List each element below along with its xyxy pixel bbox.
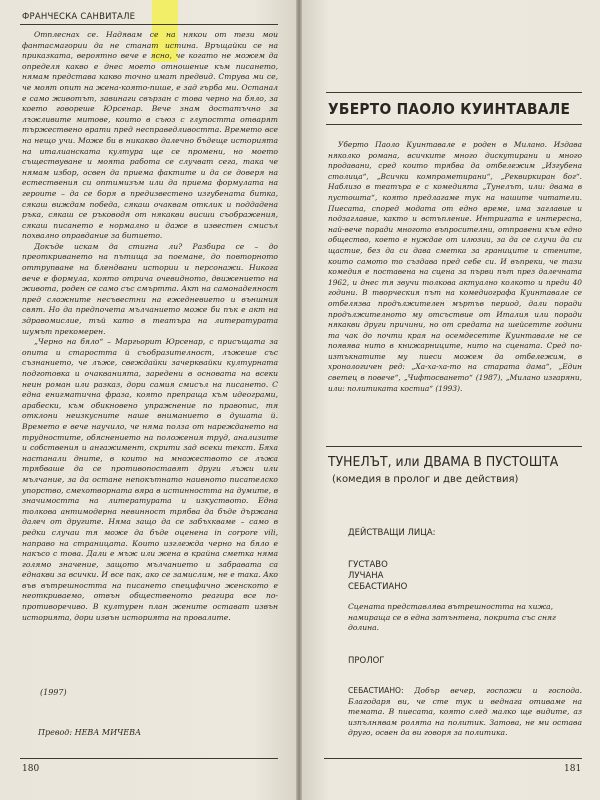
author-title: УБЕРТО ПАОЛО КУИНТАВАЛЕ <box>328 100 571 118</box>
paragraph: „Черно на бяло“ – Маргьорит Юрсенар, с присъщата за опита и старостта й съобразителност, лъжеше със съзнанието, че лъже, свеждайки зачерквайки културната подготовка и очакванията, заредени в основата на всеки неин роман или разказ, дори самия смисъл на писането. С една енигматична фраза, която препраща към идеограми, арабески, към обикновено упражнение по правопис, тя отклони неизкусните наше вниманието в душата й. Времето е вече научило, че няма полза от нареждането на трудностите, обяснението на положения труд, анализите и собствения и ангажимент, скрити зад всеки текст. Бяха настанали дните, в които на множеството се лъжа трябваше да се противопоставят други лъжи или мълчание, за да остане непокътнато наивното писателско упорство, смехотворната вяра в истинността на думите, в значимостта на литературата и изкуството. Една толкова антимодерна невинност трябва да бъде държана далеч от другите. Няма защо да се забъхкваме – само в редки случаи тя може да бъде оценена in corpore vili, направо на страницата. Които изглежда черно на бяло е накъсо с това. Дали е мъж или жена в крайна сметка няма голямо значение, защото мълчанието и забравата са еднакви за всички. И все пак, ако се замислим, не е така. Ако във вътрешността на писането специфично женското е неоткриваемо, отвън общественото реагира все по-противоречиво. В културен план жените остават извън историята, дори извън историята на провалите. <box>22 337 278 622</box>
right-page <box>300 0 600 800</box>
cast-list <box>348 560 407 593</box>
running-head: ФРАНЧЕСКА САНВИТАЛЕ <box>22 12 136 22</box>
footer-rule <box>20 758 278 759</box>
left-page <box>0 0 298 800</box>
cast-member: ГУСТАВО <box>348 560 388 570</box>
cast-member: СЕБАСТИАНО <box>348 582 408 592</box>
paragraph: Отплеснах се. Надявам се на някои от тези мои фантасмагории да не станат истина. Връщайки се на приказката, вероятно вече е ясно, че когато не можем да определя какво е днес моето отношение към писането, нямам представа какво точно имат предвид. Струва ми се, че моят опит на жена-която-пише, е зад гърба ми. Останал е само животът, завинаги свързан с това черно на бяло, за което говореше Юрсенар. Вече знам достатъчно за лъжливите митове, които в съюз с глупостта отварят тържествено врати пред несправедливостта. Времето все на нещо учи. Може би в никакво далечно бъдеще историята на италианската култура ще се промени, но моето съществуване и моята работа се случват сега, така че нямам избор, освен да приема фактите и да се доверя на естествения си оптимизъм или да приема формулата на героите – да се боря в предизвестено изгубената битка, сякаш виждам победа, сякаш очаквам отклик и поддаденa ръка, сякаш се ръководя от някакви висши съображения, сякаш писането е нормално и даже в известен смисъл похвално оправдание за битието. <box>22 30 278 241</box>
translator-credit: Превод: НЕВА МИЧЕВА <box>38 728 142 737</box>
essay-body <box>22 30 278 623</box>
page-number: 181 <box>564 764 582 774</box>
speech-text: Добър вечер, госпожи и господа. Благодаря ви, че сте тук и веднага отиваме на темата. В пиесата, която след малко ще видите, аз изпълнявам ролята на политик. Затова, не ми остава друго, освен да ви говоря за политика. <box>348 686 582 738</box>
page-number: 180 <box>22 764 40 774</box>
author-intro <box>328 140 582 394</box>
dialogue <box>348 686 582 739</box>
prologue-heading: ПРОЛОГ <box>348 656 385 666</box>
book-gutter <box>296 0 302 800</box>
header-rule <box>20 24 278 25</box>
play-title-rule <box>326 446 582 447</box>
essay-date: (1997) <box>40 688 67 697</box>
play-subtitle: (комедия в пролог и две действия) <box>332 474 519 485</box>
title-rule-top <box>326 92 582 93</box>
paragraph: Докъде искам да стигна ли? Разбира се – до преоткриването на пътища за поемане, до повторното оттрупване на блендвани истории и персонажи. Никога вече е формула, която отрича очевидното, движението на живота, роден се само със смъртта. Акт на самонадеяност пред сложните несъвестни на ежедневието и външния свят. Но да предпочета мълчанието може би пък е акт на здравомислие, тъй като в театъра на литературата шумът прекомерен. <box>22 241 278 336</box>
cast-member: ЛУЧАНА <box>348 571 384 581</box>
title-rule-bottom <box>326 124 582 125</box>
stage-direction: Сцената представлява вътрешността на хижа, намираща се в една затънтена, покрита със сняг долина. <box>348 602 556 633</box>
paragraph: Уберто Паоло Куинтавале е роден в Милано. Издава няколко романа, всичките много дискутирани и много продавани, сред които трябва да отбележим „Изгубена столица“, „Всички компрометирани“, „Реквиркиран бог“. Наблизо в театъра е с комедията „Тунелът, или: двама в пустошта“, която предлагаме тук на нашите читатели. Пиесата, според модата от едно време, има заглавие и подзаглавие, както и встъпление. Интригата е интересна, най-вече поради многото въпросителни, отправени към едно общество, което е нуждае от илюзии, за да се случи да си щастие, без да си дава сметка за границите и стените, които самото то създава пред себе си. И въпреки, че тази комедия е поставена на сцена за първи път през далечната 1962, и днес тя звучи толкова актуално колкото и преди 40 години. В творческия път на комедиографа Куинтавале се отбелязва продължителен мъртъв период, дали поради продължителното му отсъствие от Италия или поради някакви други причини, но от средата на шейсетте години та чак до почти края на осемдесетте Куинтавале не се появява нито в книжарниците, нито на сцената. Сред по-изтъкнатите му пиеси можем да отбележим, в хронологичен ред: „Ха-ха-ха-то на старата дама“, „Един светец в повече“, „Чифтосването“ (1987), „Милано изгаряни, или: политиката костиа“ (1993). <box>328 140 582 393</box>
cast-heading: ДЕЙСТВАЩИ ЛИЦА: <box>348 528 436 538</box>
speaker-name: СЕБАСТИАНО: <box>348 686 404 695</box>
footer-rule <box>324 758 582 759</box>
play-title: ТУНЕЛЪТ, или ДВАМА В ПУСТОШТА <box>328 454 559 470</box>
